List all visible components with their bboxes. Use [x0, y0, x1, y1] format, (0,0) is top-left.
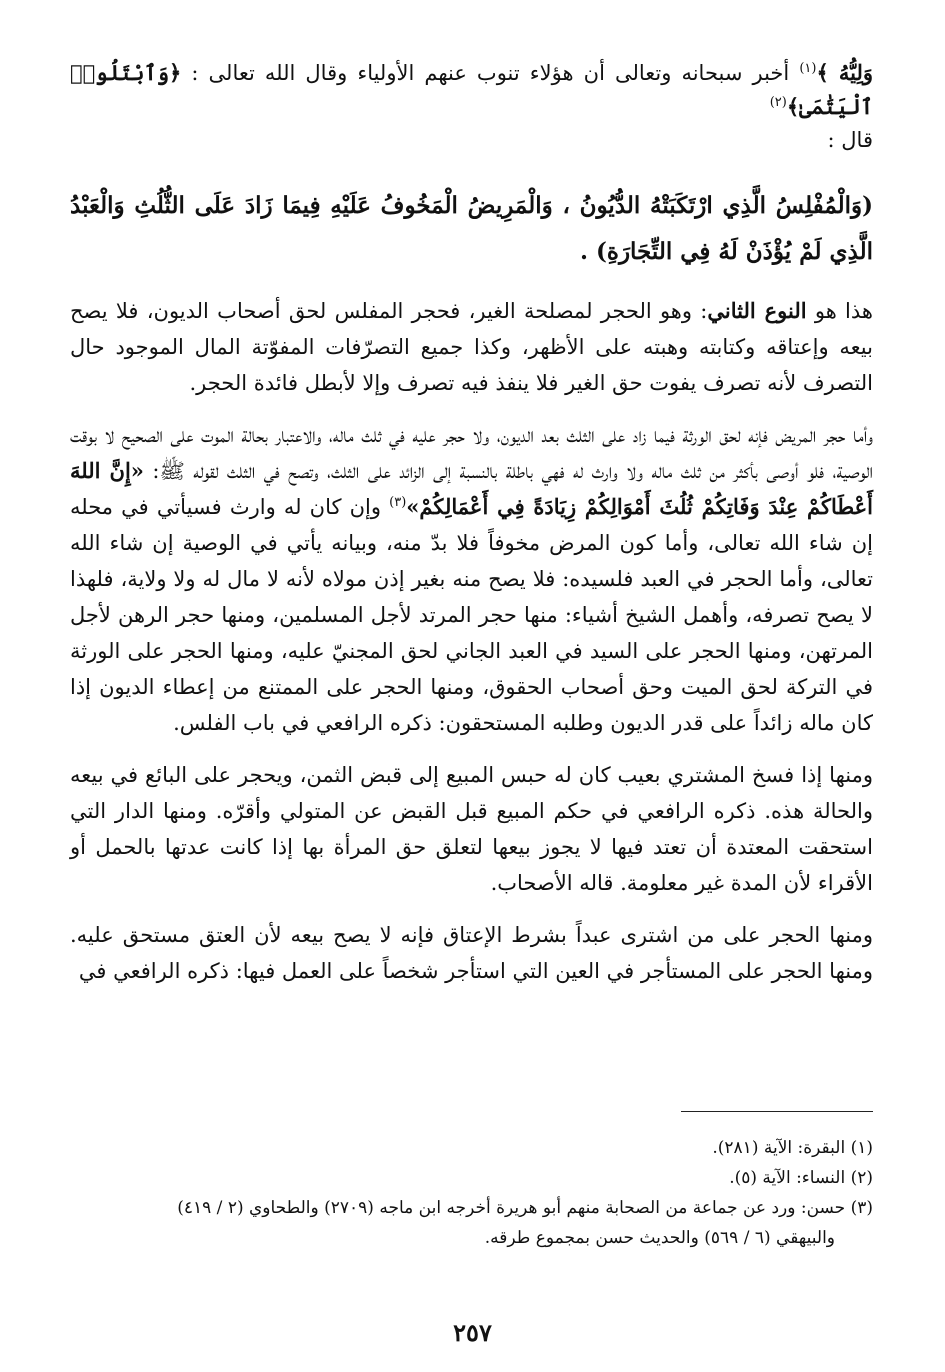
paragraph-buyer-defect: ومنها إذا فسخ المشتري بعيب كان له حبس المبيع إلى قبض الثمن، ويحجر على البائع في بيعه والحالة هذه. ذكره الرافعي في حكم المبيع قبل القبض عن المتولي وأقرّه. ومنها الدار التي استحقت المعتدة أن تعتد فيها لا يجوز بيعها لتعلق حق المرأة بها إذا كانت عدتها بالحمل أو الأقراء لأن المدة غير معلومة. قاله الأصحاب.	[70, 763, 873, 895]
footnotes	[70, 1133, 873, 1253]
quran-verse-orphans: ﴿وَٱبْتَلُوا۟ ٱلْيَتَٰمَىٰ﴾	[70, 60, 873, 119]
footnote-3: (٣) حسن: ورد عن جماعة من الصحابة منهم أبو هريرة أخرجه ابن ماجه (٢٧٠٩) والطحاوي (٢ / ٤١٩)	[177, 1198, 873, 1218]
footnote-3-continuation: والبيهقي (٦ / ٥٦٩) والحديث حسن بمجموع طرقه.	[484, 1228, 835, 1248]
intro-paragraph	[70, 56, 873, 157]
footnote-ref-1: (١)	[799, 61, 817, 76]
qal-label: قال :	[827, 128, 873, 152]
intro-text: أخبر سبحانه وتعالى أن هؤلاء تنوب عنهم الأولياء وقال الله تعالى :	[181, 61, 800, 85]
quran-verse-fragment: وَلِيُّهُ	[838, 60, 873, 85]
footnote-1: (١) البقرة: الآية (٢٨١).	[712, 1138, 873, 1158]
paragraph-sick-person	[70, 417, 873, 741]
footnote-divider	[681, 1111, 873, 1112]
para2-part2: وإن كان له وارث فسيأتي في محله إن شاء الله تعالى، وأما كون المرض مخوفاً فلا بدّ منه، وبيانه يأتي في الوصية إن شاء الله تعالى، وأما الحجر في العبد فلسيده: فلا يصح منه بغير إذن مولاه لأنه لا مال له ولا ولاية، فلهذا لا يصح تصرفه، وأهمل الشيخ أشياء: منها حجر المرتد لأجل المسلمين، ومنها حجر الرهن لأجل المرتهن، ومنها الحجر على السيد في العبد الجاني لحق المجنيّ عليه، ومنها الحجر على الورثة في التركة لحق الميت وحق أصحاب الحقوق، ومنها الحجر على الممتنع من إعطاء الديون إذا كان ماله زائداً على قدر الديون وطلبه المستحقون: ذكره الرافعي في باب الفلس.	[70, 495, 873, 735]
footnote-ref-2: (٢)	[769, 95, 787, 110]
hadith-text: «إِنَّ اللهَ أَعْطَاكُمْ عِنْدَ وَفَاتِكُمْ ثُلُثَ أَمْوَالِكُمْ زِيَادَةً فِي أَعْمَالِكُمْ»	[70, 458, 874, 519]
para1-lead: هذا هو	[806, 299, 873, 323]
paragraph-conditional-purchase: ومنها الحجر على من اشترى عبداً بشرط الإعتاق فإنه لا يصح بيعه لأن العتق مستحق عليه. ومنها الحجر على المستأجر في العين التي استأجر شخصاً على العمل فيها: ذكره الرافعي في	[70, 923, 873, 983]
footnote-ref-3: (٣)	[389, 495, 407, 510]
page-number: ٢٥٧	[453, 1318, 492, 1347]
paragraph-second-type	[70, 293, 873, 401]
matn-text: (وَالْمُفْلِسُ الَّذِي ارْتَكَبَتْهُ الدُّيُونُ ، وَالْمَرِيضُ الْمَخُوفُ عَلَيْهِ فِيمَا زَادَ عَلَى الثُّلُثِ وَالْعَبْدُ الَّذِي لَمْ يُؤْذَنْ لَهُ فِي التِّجَارَةِ) .	[70, 192, 873, 265]
para1-bold-term: النوع الثاني	[707, 298, 807, 323]
para2-part1: وأما حجر المريض فإنه لحق الورثة فيما زاد على الثلث بعد الديون، ولا حجر عليه في ثلث ماله، والاعتبار بحالة الموت على الصحيح لا بوقت الوصية، فلو أوصى بأكثر من ثلث ماله ولا وارث له فهي باطلة بالنسبة إلى الزائد على الثلث، وتصح في الثلث لقوله ﷺ:	[70, 423, 874, 483]
footnote-2: (٢) النساء: الآية (٥).	[729, 1168, 873, 1188]
para1-rest: : وهو الحجر لمصلحة الغير، فحجر المفلس لحق أصحاب الديون، فلا يصح بيعه وإعتاقه وكتابته وهبته على الأظهر، وكذا جميع التصرّفات المفوّتة المال الموجود حال التصرف لأنه تصرف يفوت حق الغير فلا ينفذ فيه تصرف وإلا لأبطل فائدة الحجر.	[70, 299, 873, 395]
verse-close-bracket: ﴾	[816, 60, 829, 85]
